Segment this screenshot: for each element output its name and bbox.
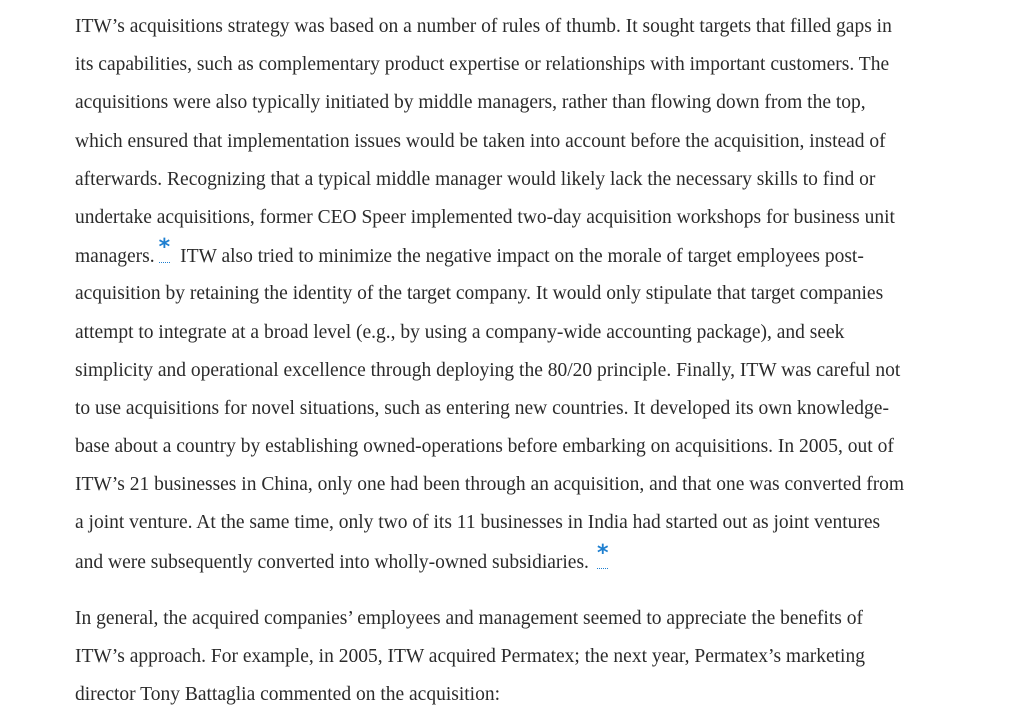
text-segment: and were subsequently converted into wholly-owned subsidiaries.: [75, 551, 589, 573]
text-line: afterwards. Recognizing that a typical middle manager would likely lack the necessary skills to find or: [75, 168, 876, 190]
text-segment: ITW also tried to minimize the negative impact on the morale of target employees post-: [180, 246, 864, 268]
text-line-with-footnote: [75, 540, 990, 581]
text-line: ITW’s approach. For example, in 2005, ITW acquired Permatex; the next year, Permatex’s marketing: [75, 646, 865, 667]
text-line-with-footnote: [75, 237, 990, 275]
text-line: acquisitions were also typically initiated by middle managers, rather than flowing down from the top,: [75, 92, 866, 114]
text-line: ITW’s acquisitions strategy was based on a number of rules of thumb. It sought targets that filled gaps in: [75, 16, 892, 37]
text-line: undertake acquisitions, former CEO Speer implemented two-day acquisition workshops for business unit: [75, 206, 895, 228]
text-line: simplicity and operational excellence through deploying the 80/20 principle. Finally, ITW was careful not: [75, 359, 901, 381]
footnote-link-1[interactable]: *: [159, 237, 171, 263]
text-line: acquisition by retaining the identity of the target company. It would only stipulate that target companies: [75, 283, 884, 305]
article-body: [75, 8, 990, 714]
text-line: to use acquisitions for novel situations, such as entering new countries. It developed its own knowledge-: [75, 397, 889, 419]
text-line: a joint venture. At the same time, only two of its 11 businesses in India had started out as joint ventures: [75, 512, 881, 534]
paragraph-acquired-companies: [75, 600, 990, 714]
text-line: which ensured that implementation issues would be taken into account before the acquisition, instead of: [75, 130, 886, 152]
footnote-link-2[interactable]: *: [597, 543, 609, 569]
text-line: director Tony Battaglia commented on the acquisition:: [75, 684, 501, 706]
text-line: ITW’s 21 businesses in China, only one had been through an acquisition, and that one was converted from: [75, 474, 905, 496]
paragraph-spacer: [75, 581, 990, 600]
text-line: its capabilities, such as complementary product expertise or relationships with important customers. The: [75, 54, 890, 76]
text-line: In general, the acquired companies’ employees and management seemed to appreciate the benefits of: [75, 607, 863, 629]
paragraph-acquisition-strategy: [75, 8, 990, 581]
text-line: attempt to integrate at a broad level (e.g., by using a company-wide accounting package), and seek: [75, 321, 845, 343]
text-line: base about a country by establishing owned-operations before embarking on acquisitions. In 2005, out of: [75, 436, 894, 458]
text-segment: managers.: [75, 246, 155, 268]
